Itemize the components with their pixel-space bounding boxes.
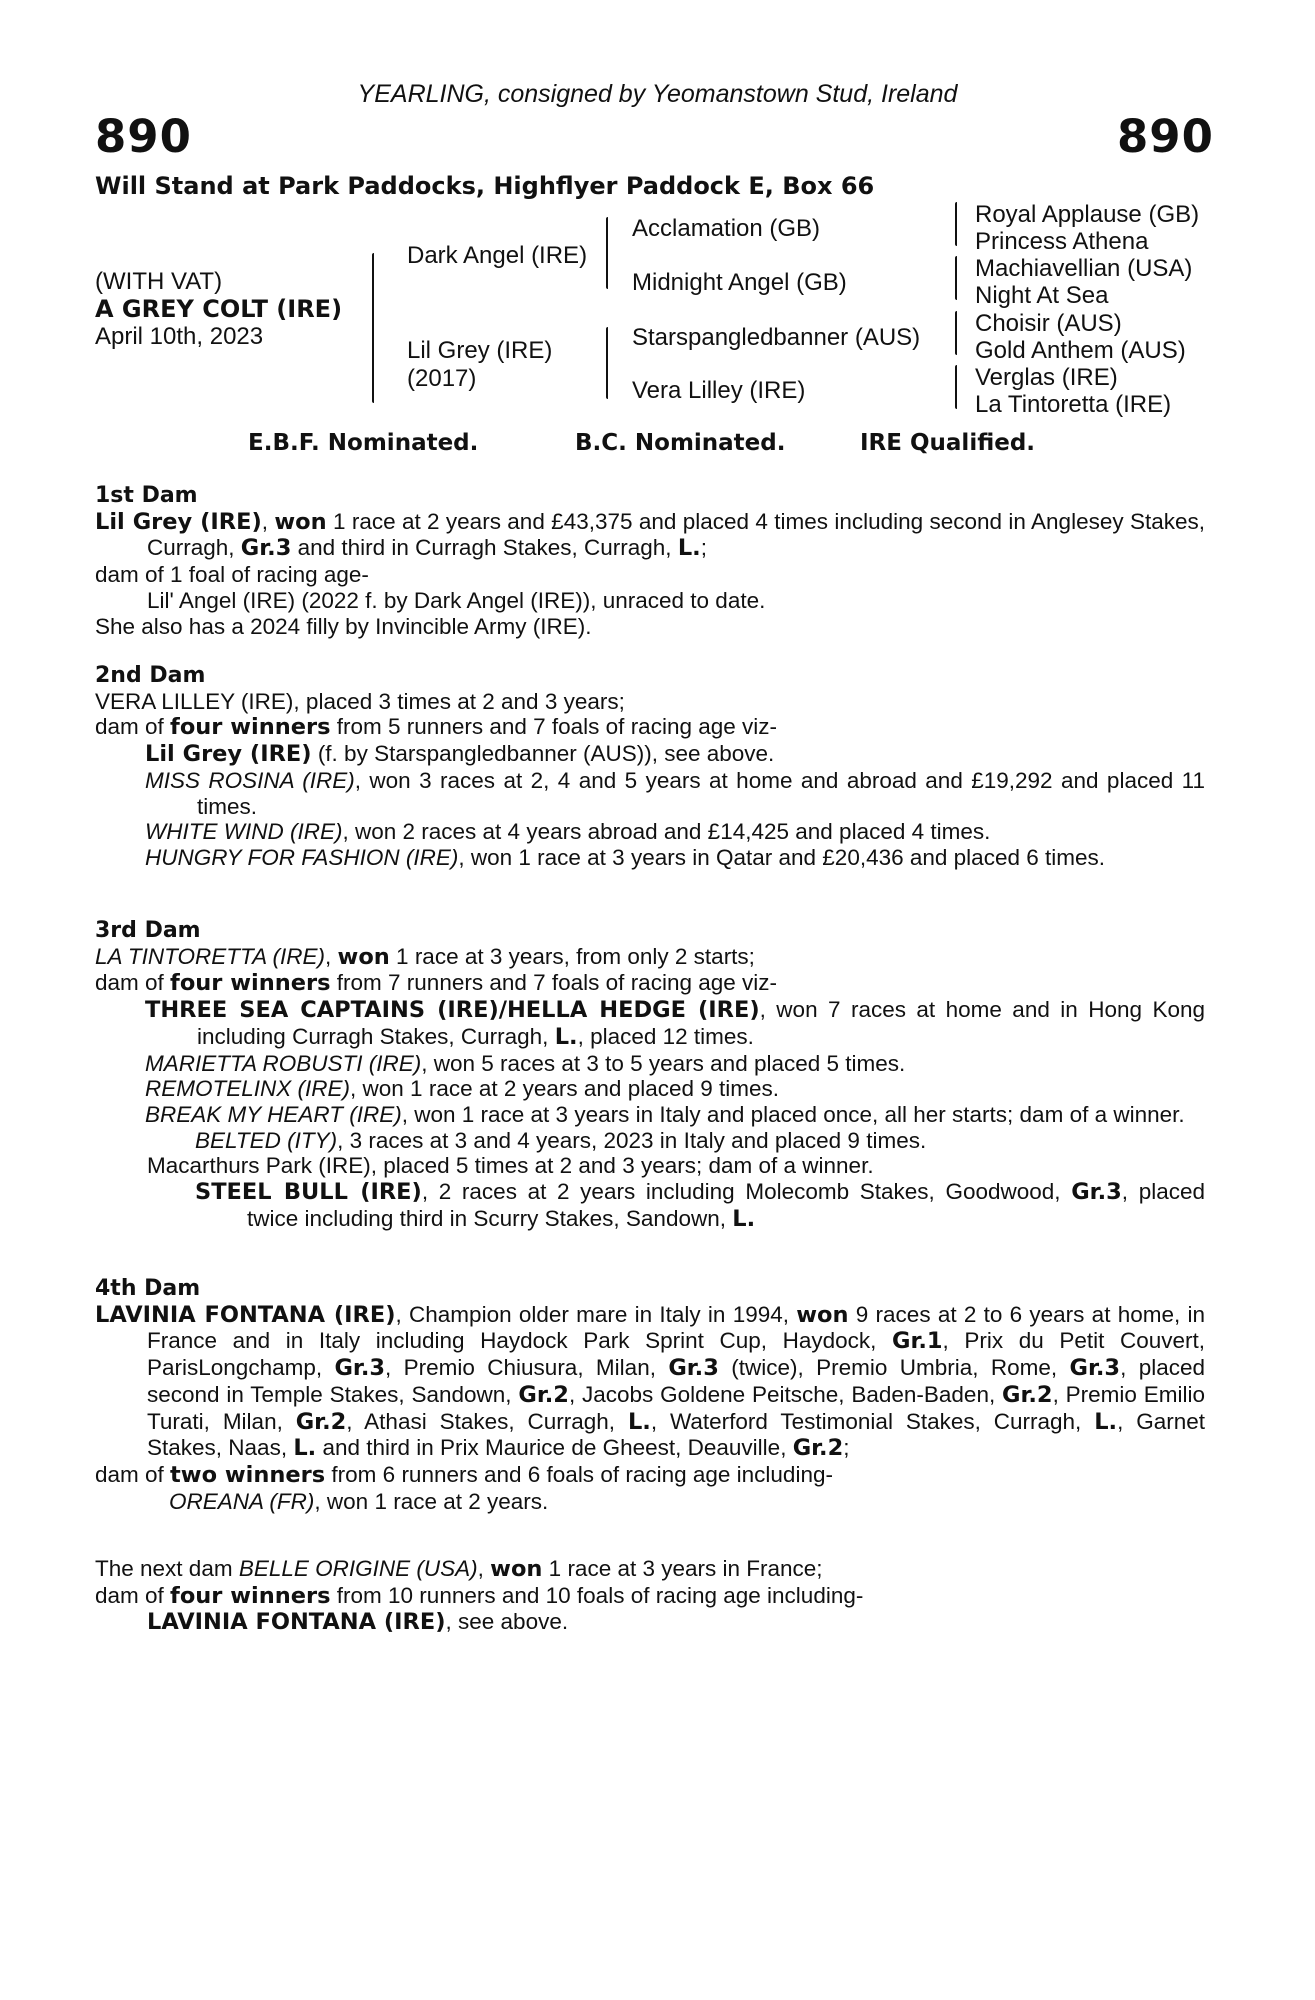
- lot-number-right: 890: [1117, 110, 1214, 163]
- third-dam-progeny: THREE SEA CAPTAINS (IRE)/HELLA HEDGE (IRE), won 7 races at home and in Hong Kong including Curragh Stakes, Curragh, L., placed 12 times.: [145, 997, 1205, 1050]
- second-dam-record: VERA LILLEY (IRE), placed 3 times at 2 and 3 years;: [95, 688, 625, 714]
- fourth-dam-progeny: OREANA (FR), won 1 race at 2 years.: [169, 1488, 549, 1514]
- dam-year: (2017): [407, 365, 477, 392]
- next-dam-record: The next dam BELLE ORIGINE (USA), won 1 race at 3 years in France;: [95, 1556, 823, 1582]
- second-dam-produce: dam of four winners from 5 runners and 7 foals of racing age viz-: [95, 714, 778, 741]
- third-dam-progeny: BREAK MY HEART (IRE), won 1 race at 3 years in Italy and placed once, all her starts; dam of a winner.: [145, 1101, 1185, 1127]
- first-dam-produce: dam of 1 foal of racing age-: [95, 562, 369, 588]
- dam: Lil Grey (IRE): [407, 337, 553, 364]
- fourth-dam-section: [95, 1276, 1205, 1514]
- sire-dam: Midnight Angel (GB): [632, 269, 847, 296]
- stand-location: Will Stand at Park Paddocks, Highflyer Paddock E, Box 66: [95, 172, 875, 200]
- fourth-dam-heading: 4th Dam: [95, 1276, 201, 1301]
- vat-label: (WITH VAT): [95, 268, 223, 295]
- first-dam-heading: 1st Dam: [95, 483, 198, 508]
- second-dam-progeny: WHITE WIND (IRE), won 2 races at 4 years abroad and £14,425 and placed 4 times.: [145, 819, 991, 845]
- ssd: Princess Athena: [975, 228, 1149, 255]
- first-dam-also: She also has a 2024 filly by Invincible Army (IRE).: [95, 613, 592, 639]
- sss: Royal Applause (GB): [975, 201, 1200, 228]
- dsd: Gold Anthem (AUS): [975, 337, 1186, 364]
- second-dam-progeny: Lil Grey (IRE) (f. by Starspangledbanner (AUS)), see above.: [145, 741, 775, 768]
- sdd: Night At Sea: [975, 282, 1109, 309]
- third-dam-produce: dam of four winners from 7 runners and 7 foals of racing age viz-: [95, 970, 778, 997]
- pedigree-brace: [955, 202, 957, 246]
- second-dam-heading: 2nd Dam: [95, 663, 206, 688]
- pedigree-brace: [955, 365, 957, 409]
- third-dam-grandprogeny: BELTED (ITY), 3 races at 3 and 4 years, 2023 in Italy and placed 9 times.: [195, 1127, 927, 1153]
- next-dam-section: [95, 1556, 1205, 1636]
- second-dam-progeny: HUNGRY FOR FASHION (IRE), won 1 race at 3 years in Qatar and £20,436 and placed 6 times.: [145, 844, 1105, 870]
- third-dam-grandprogeny: STEEL BULL (IRE), 2 races at 2 years including Molecomb Stakes, Goodwood, Gr.3, placed twice including third in Scurry Stakes, Sandown, L.: [195, 1179, 1205, 1232]
- next-dam-produce: dam of four winners from 10 runners and 10 foals of racing age including-: [95, 1582, 864, 1609]
- pedigree-brace: [606, 217, 608, 289]
- dam-dam: Vera Lilley (IRE): [632, 377, 806, 404]
- first-dam-foal: Lil' Angel (IRE) (2022 f. by Dark Angel (IRE)), unraced to date.: [147, 587, 766, 613]
- fourth-dam-produce: dam of two winners from 6 runners and 6 foals of racing age including-: [95, 1461, 833, 1488]
- sire-sire: Acclamation (GB): [632, 215, 821, 242]
- sire: Dark Angel (IRE): [407, 242, 588, 269]
- consignor-line: YEARLING, consigned by Yeomanstown Stud, Ireland: [357, 80, 958, 108]
- pedigree-brace: [955, 256, 957, 300]
- dss: Choisir (AUS): [975, 310, 1122, 337]
- lot-number-left: 890: [95, 110, 192, 163]
- dds: Verglas (IRE): [975, 364, 1118, 391]
- pedigree-brace: [955, 311, 957, 355]
- third-dam-progeny: MARIETTA ROBUSTI (IRE), won 5 races at 3 to 5 years and placed 5 times.: [145, 1050, 906, 1076]
- third-dam-progeny: REMOTELINX (IRE), won 1 race at 2 years and placed 9 times.: [145, 1076, 780, 1102]
- ire-qualified: IRE Qualified.: [860, 430, 1036, 456]
- next-dam-progeny: LAVINIA FONTANA (IRE), see above.: [147, 1609, 569, 1636]
- first-dam-record: Lil Grey (IRE), won 1 race at 2 years and £43,375 and placed 4 times including second in Anglesey Stakes, Curragh, Gr.3 and third in Curragh Stakes, Curragh, L.;: [95, 508, 1205, 562]
- sds: Machiavellian (USA): [975, 255, 1193, 282]
- pedigree-brace: [372, 253, 374, 403]
- foaling-date: April 10th, 2023: [95, 323, 264, 350]
- fourth-dam-record: LAVINIA FONTANA (IRE), Champion older mare in Italy in 1994, won 9 races at 2 to 6 years at home, in France and in Italy including Haydock Park Sprint Cup, Haydock, Gr.1, Prix du Petit Couvert, ParisLongchamp, Gr.3, Premio Chiusura, Milan, Gr.3 (twice), Premio Umbria, Rome, Gr.3, placed second in Temple Stakes, Sandown, Gr.2, Jacobs Goldene Peitsche, Baden-Baden, Gr.2, Premio Emilio Turati, Milan, Gr.2, Athasi Stakes, Curragh, L., Waterford Testimonial Stakes, Curragh, L., Garnet Stakes, Naas, L. and third in Prix Maurice de Gheest, Deauville, Gr.2;: [95, 1301, 1206, 1462]
- third-dam-record: LA TINTORETTA (IRE), won 1 race at 3 years, from only 2 starts;: [95, 943, 755, 970]
- second-dam-section: [95, 663, 1205, 871]
- horse-name: A GREY COLT (IRE): [95, 295, 343, 323]
- third-dam-progeny: Macarthurs Park (IRE), placed 5 times at 2 and 3 years; dam of a winner.: [147, 1153, 874, 1179]
- ddd: La Tintoretta (IRE): [975, 391, 1172, 418]
- ebf-nominated: E.B.F. Nominated.: [248, 430, 479, 456]
- second-dam-progeny: MISS ROSINA (IRE), won 3 races at 2, 4 and 5 years at home and abroad and £19,292 and placed 11 times.: [145, 767, 1205, 819]
- third-dam-heading: 3rd Dam: [95, 918, 201, 943]
- dam-sire: Starspangledbanner (AUS): [632, 324, 921, 351]
- third-dam-section: [95, 918, 1205, 1232]
- first-dam-section: [95, 483, 1205, 639]
- bc-nominated: B.C. Nominated.: [575, 430, 786, 456]
- pedigree-brace: [606, 327, 608, 399]
